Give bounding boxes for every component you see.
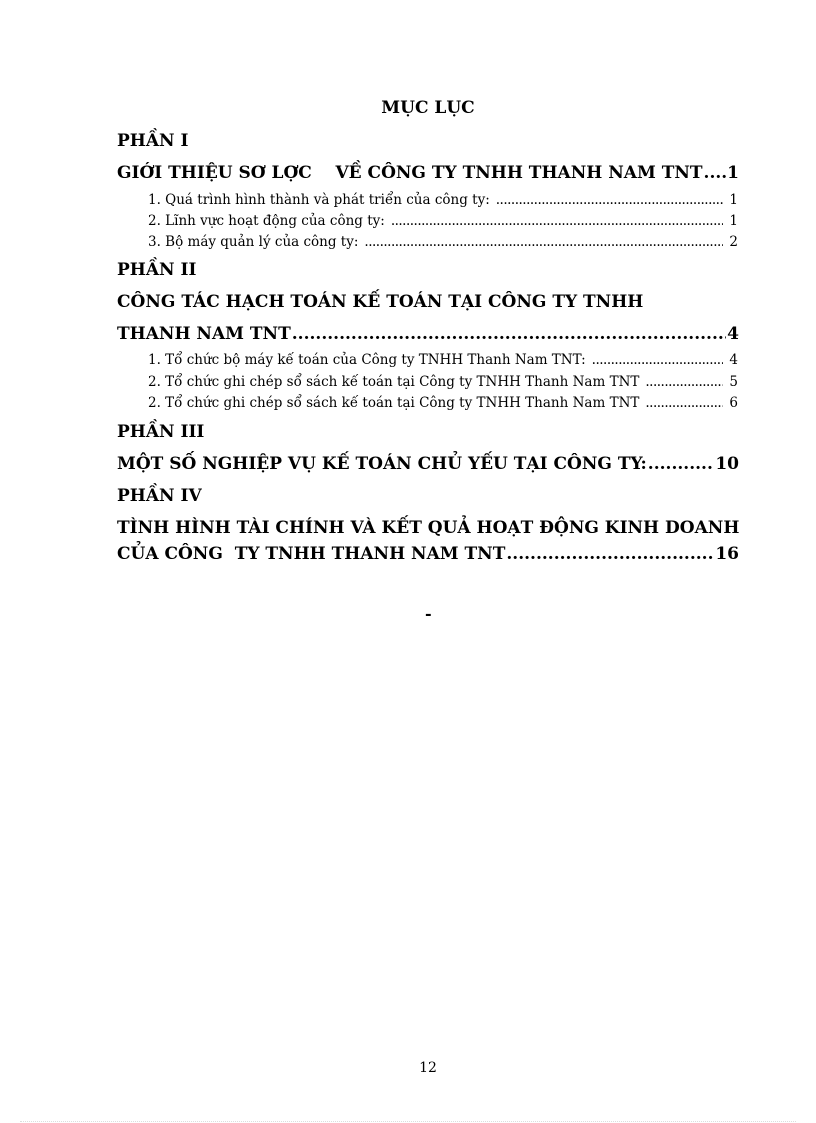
toc-entry-text: GIỚI THIỆU SƠ LỢC VỀ CÔNG TY TNHH THANH NAM TNT — [117, 163, 703, 183]
toc-subentry[interactable] — [148, 395, 738, 411]
dot-leader — [592, 352, 724, 368]
toc-page-number: 1 — [729, 192, 738, 208]
toc-page-number: 6 — [729, 395, 738, 411]
toc-page-number: 1 — [729, 213, 738, 229]
toc-entry-part-4[interactable] — [117, 544, 739, 564]
toc-subentry[interactable] — [148, 192, 738, 208]
toc-page-number: 16 — [715, 544, 739, 564]
toc-page-number: 2 — [729, 234, 738, 250]
part-4-label: PHẦN IV — [117, 486, 202, 506]
toc-subentry-text: 2. Tổ chức ghi chép sổ sách kế toán tại Công ty TNHH Thanh Nam TNT — [148, 395, 640, 411]
toc-page-number: 5 — [729, 374, 738, 390]
toc-subentry-text: 3. Bộ máy quản lý của công ty: — [148, 234, 359, 250]
toc-page-number: 10 — [715, 454, 739, 474]
dot-leader — [292, 324, 726, 344]
dot-leader — [704, 163, 727, 183]
toc-entry-part-4-line1[interactable]: TÌNH HÌNH TÀI CHÍNH VÀ KẾT QUẢ HOẠT ĐỘNG KINH DOANH — [117, 518, 740, 538]
toc-subentry[interactable] — [148, 374, 738, 390]
separator-dash: - — [425, 604, 432, 623]
dot-leader — [648, 454, 715, 474]
dot-leader — [645, 374, 723, 390]
dot-leader — [364, 234, 723, 250]
dot-leader — [496, 192, 724, 208]
dot-leader — [391, 213, 724, 229]
page-number: 12 — [419, 1060, 437, 1076]
part-2-label: PHẦN II — [117, 260, 197, 280]
toc-subentry-text: 1. Tổ chức bộ máy kế toán của Công ty TNHH Thanh Nam TNT: — [148, 352, 586, 368]
toc-entry-text: CỦA CÔNG TY TNHH THANH NAM TNT — [117, 544, 506, 564]
toc-entry-part-2-line1[interactable]: CÔNG TÁC HẠCH TOÁN KẾ TOÁN TẠI CÔNG TY TNHH — [117, 292, 644, 312]
dot-leader — [645, 395, 723, 411]
toc-entry-part-2[interactable] — [117, 324, 739, 344]
toc-page-number: 1 — [727, 163, 739, 183]
toc-subentry-text: 1. Quá trình hình thành và phát triển của công ty: — [148, 192, 490, 208]
toc-entry-text: MỘT SỐ NGHIỆP VỤ KẾ TOÁN CHỦ YẾU TẠI CÔNG TY: — [117, 454, 647, 474]
part-3-label: PHẦN III — [117, 422, 205, 442]
toc-entry-part-1[interactable] — [117, 163, 739, 183]
toc-subentry-text: 2. Lĩnh vực hoạt động của công ty: — [148, 213, 385, 229]
toc-entry-text: THANH NAM TNT — [117, 324, 291, 344]
toc-title: MỤC LỤC — [381, 98, 475, 118]
part-1-label: PHẦN I — [117, 131, 189, 151]
toc-page-number: 4 — [729, 352, 738, 368]
bottom-divider — [20, 1121, 796, 1122]
toc-page-number: 4 — [727, 324, 739, 344]
toc-subentry[interactable] — [148, 352, 738, 368]
toc-subentry[interactable] — [148, 234, 738, 250]
toc-entry-part-3[interactable] — [117, 454, 739, 474]
toc-subentry[interactable] — [148, 213, 738, 229]
toc-subentry-text: 2. Tổ chức ghi chép sổ sách kế toán tại Công ty TNHH Thanh Nam TNT — [148, 374, 640, 390]
dot-leader — [506, 544, 714, 564]
